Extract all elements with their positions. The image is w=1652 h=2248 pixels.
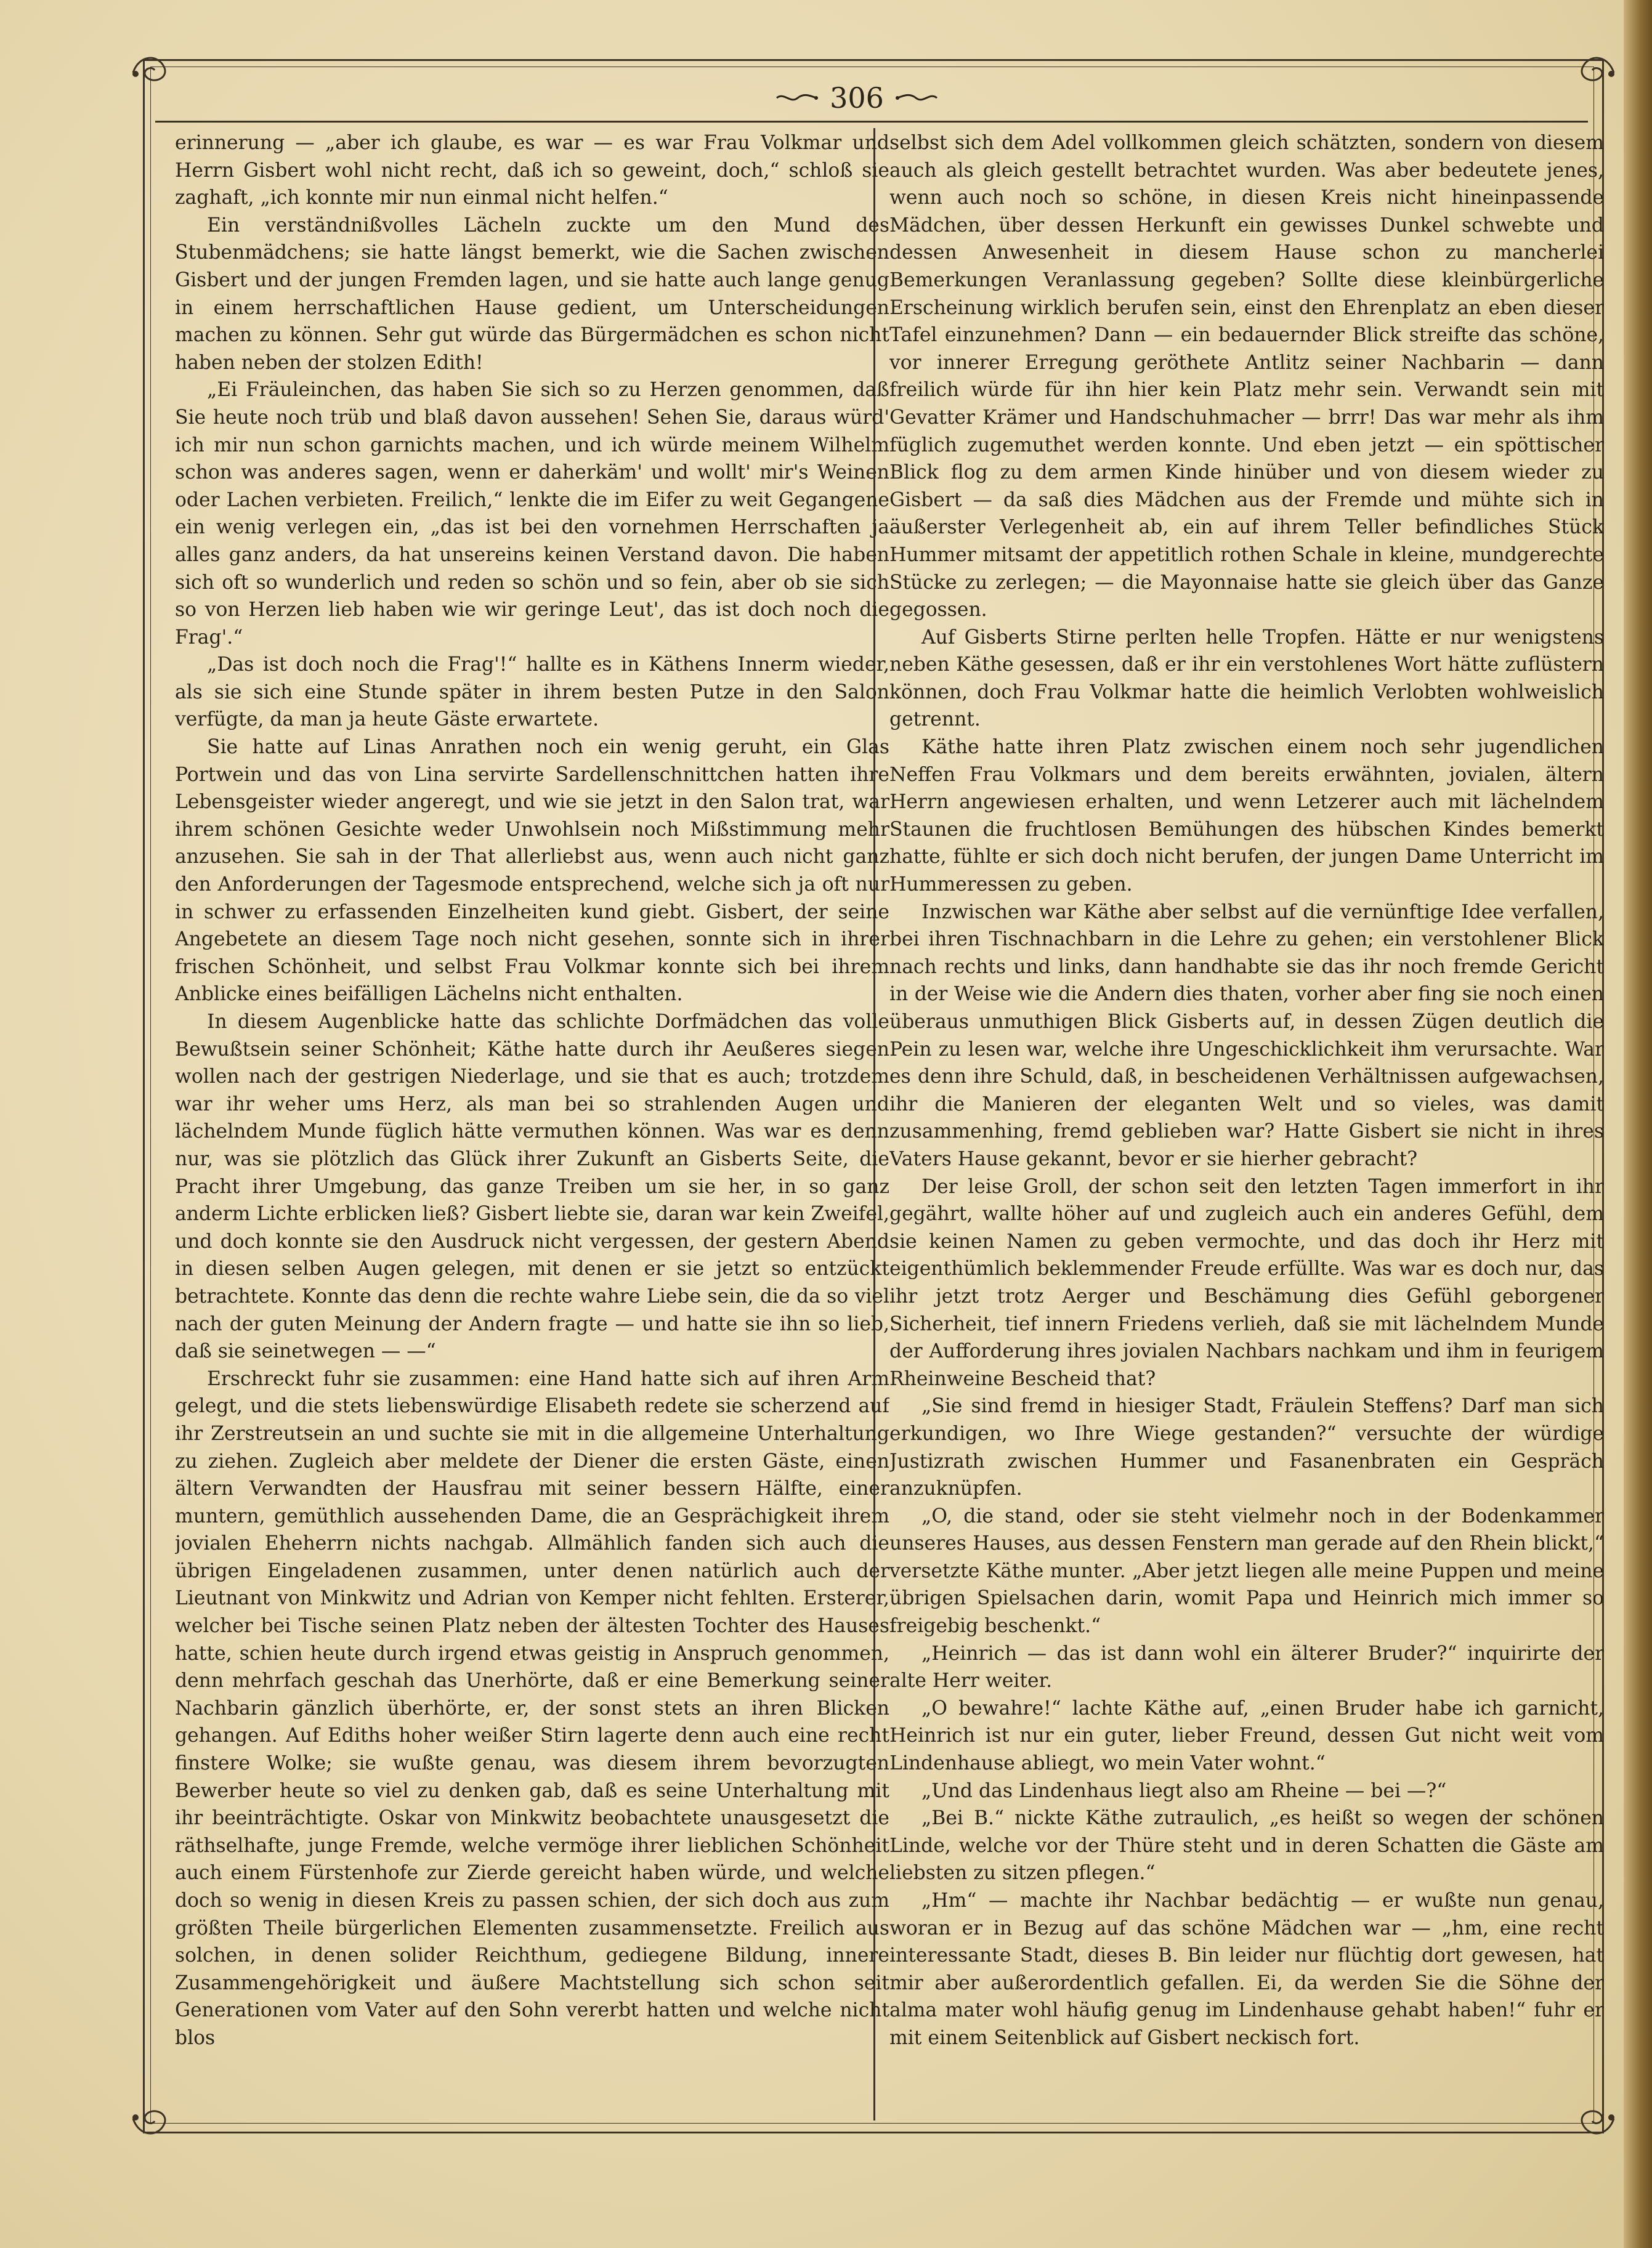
paragraph: Ein verständnißvolles Lächeln zuckte um den Mund des Stubenmädchens; sie hatte längst bemerkt, wie die Sachen zwischen Gisbert und der jungen Fremden lagen, und sie hatte auch lange genug in einem herrschaftlichen Hause gedient, um Unterscheidungen machen zu können. Sehr gut würde das Bürgermädchen es schon nicht haben neben der stolzen Edith! <box>175 214 889 374</box>
paragraph: „O bewahre!“ lachte Käthe auf, „einen Bruder habe ich garnicht, Heinrich ist nur ein guter, lieber Freund, dessen Gut nicht weit vom Lindenhause abliegt, wo mein Vater wohnt.“ <box>889 1697 1604 1775</box>
paragraph: Käthe hatte ihren Platz zwischen einem noch sehr jugendlichen Neffen Frau Volkmars und dem bereits erwähnten, jovialen, ältern Herrn angewiesen erhalten, und wenn Letzerer auch mit lächelndem Staunen die fruchtlosen Bemühungen des hübschen Kindes bemerkt hatte, fühlte er sich doch nicht berufen, der jungen Dame Unterricht im Hummeressen zu geben. <box>889 736 1604 896</box>
paragraph: Inzwischen war Käthe aber selbst auf die vernünftige Idee verfallen, bei ihren Tischnachbarn in die Lehre zu gehen; ein verstohlener Blick nach rechts und links, dann handhabte sie das ihr noch fremde Gericht in der Weise wie die Andern dies thaten, vorher aber fing sie noch einen überaus unmuthigen Blick Gisberts auf, in dessen Zügen deutlich die Pein zu lesen war, welche ihre Ungeschicklichkeit ihm verursachte. War es denn ihre Schuld, daß, in bescheidenen Verhältnissen aufgewachsen, ihr die Manieren der eleganten Welt und so vieles, was damit zusammenhing, fremd geblieben war? Hatte Gisbert sie nicht in ihres Vaters Hause gekannt, bevor er sie hierher gebracht? <box>889 900 1604 1170</box>
header-rule <box>155 121 1588 123</box>
paragraph: „Heinrich — das ist dann wohl ein älterer Bruder?“ inquirirte der alte Herr weiter. <box>889 1642 1604 1692</box>
header-flourish-right-icon <box>895 89 938 107</box>
book-spine <box>1624 0 1652 2248</box>
paragraph: „Sie sind fremd in hiesiger Stadt, Fräulein Steffens? Darf man sich erkundigen, wo Ihre Wiege gestanden?“ versuchte der würdige Justizrath zwischen Hummer und Fasanenbraten ein Gespräch anzuknüpfen. <box>889 1395 1604 1500</box>
paragraph: Auf Gisberts Stirne perlten helle Tropfen. Hätte er nur wenigstens neben Käthe gesessen, daß er ihr ein verstohlenes Wort hätte zuflüstern können, doch Frau Volkmar hatte die heimlich Verlobten wohlweislich getrennt. <box>889 626 1604 731</box>
paragraph: Sie hatte auf Linas Anrathen noch ein wenig geruht, ein Glas Portwein und das von Lina servirte Sardellenschnittchen hatten ihre Lebensgeister wieder angeregt, und wie sie jetzt in den Salon trat, war ihrem schönen Gesichte weder Unwohlsein noch Mißstimmung mehr anzusehen. Sie sah in der That allerliebst aus, wenn auch nicht ganz den Anforderungen der Tagesmode entsprechend, welche sich ja oft nur in schwer zu erfassenden Einzelheiten kund giebt. Gisbert, der seine Angebetete an diesem Tage noch nicht gesehen, sonnte sich in ihrer frischen Schönheit, und selbst Frau Volkmar konnte sich bei ihrem Anblicke eines beifälligen Lächelns nicht enthalten. <box>175 736 889 1006</box>
corner-ornament-top-left <box>127 48 182 97</box>
page-number: 306 <box>830 81 884 115</box>
paragraph: „Ei Fräuleinchen, das haben Sie sich so zu Herzen genommen, daß Sie heute noch trüb und blaß davon aussehen! Sehen Sie, daraus würd' ich mir nun schon garnichts machen, und ich würde meinem Wilhelm schon was anderes sagen, wenn er daherkäm' und wollt' mir's Weinen oder Lachen verbieten. Freilich,“ lenkte die im Eifer zu weit Gegangene ein wenig verlegen ein, „das ist bei den vornehmen Herrschaften ja alles ganz anders, da hat unsereins keinen Verstand davon. Die haben sich oft so wunderlich und reden so schön und so fein, aber ob sie sich so von Herzen lieb haben wie wir geringe Leut', das ist doch noch die Frag'.“ <box>175 379 889 649</box>
header-flourish-left-icon <box>775 89 819 107</box>
paragraph: erinnerung — „aber ich glaube, es war — es war Frau Volkmar und Herrn Gisbert wohl nicht recht, daß ich so geweint, doch,“ schloß sie zaghaft, „ich konnte mir nun einmal nicht helfen.“ <box>175 132 889 209</box>
paragraph: „Das ist doch noch die Frag'!“ hallte es in Käthens Innerm wieder, als sie sich eine Stunde später in ihrem besten Putze in den Salon verfügte, da man ja heute Gäste erwartete. <box>175 653 889 731</box>
paragraph: „Und das Lindenhaus liegt also am Rheine — bei —?“ <box>921 1779 1447 1802</box>
corner-ornament-top-right <box>1565 48 1620 97</box>
paragraph: In diesem Augenblicke hatte das schlichte Dorfmädchen das volle Bewußtsein seiner Schönheit; Käthe hatte durch ihr Aeußeres siegen wollen nach der gestrigen Niederlage, und sie that es auch; trotzdem war ihr weher ums Herz, als man bei so strahlenden Augen und lächelndem Munde füglich hätte vermuthen können. Was war es denn nur, was sie plötzlich das Glück ihrer Zukunft an Gisberts Seite, die Pracht ihrer Umgebung, das ganze Treiben um sie her, in so ganz anderm Lichte erblicken ließ? Gisbert liebte sie, daran war kein Zweifel, und doch konnte sie den Ausdruck nicht vergessen, der gestern Abend in diesen selben Augen gelegen, mit denen er sie jetzt so entzückt betrachtete. Konnte das denn die rechte wahre Liebe sein, die da so viel nach der guten Meinung der Andern fragte — und hatte sie ihn so lieb, daß sie seinetwegen — —“ <box>175 1011 889 1363</box>
text-column-left <box>175 129 889 2113</box>
page-header <box>734 76 980 119</box>
paragraph: „Bei B.“ nickte Käthe zutraulich, „es heißt so wegen der schönen Linde, welche vor der Thüre steht und in deren Schatten die Gäste am liebsten zu sitzen pflegen.“ <box>889 1807 1604 1885</box>
paragraph: Der leise Groll, der schon seit den letzten Tagen immerfort in ihr gegährt, wallte höher auf und zugleich auch ein anderes Gefühl, dem sie keinen Namen zu geben vermochte, und das doch ihr Herz mit eigenthümlich beklemmender Freude erfüllte. Was war es doch nur, das ihr jetzt trotz Aerger und Beschämung dies Gefühl geborgener Sicherheit, tief innern Friedens verlieh, daß sie mit lächelndem Munde der Aufforderung ihres jovialen Nachbars nachkam und ihm in feurigem Rheinweine Bescheid that? <box>889 1175 1604 1390</box>
paragraph: „Hm“ — machte ihr Nachbar bedächtig — er wußte nun genau, woran er in Bezug auf das schöne Mädchen war — „hm, eine recht interessante Stadt, dieses B. Bin leider nur flüchtig dort gewesen, hat mir aber außerordentlich gefallen. Ei, da werden Sie die Söhne der alma mater wohl häufig genug im Lindenhause gehabt haben!“ fuhr er mit einem Seitenblick auf Gisbert neckisch fort. <box>889 1890 1604 2049</box>
paragraph: Erschreckt fuhr sie zusammen: eine Hand hatte sich auf ihren Arm gelegt, und die stets liebenswürdige Elisabeth redete sie scherzend auf ihr Zerstreutsein an und suchte sie mit in die allgemeine Unterhaltung zu ziehen. Zugleich aber meldete der Diener die ersten Gäste, einen ältern Verwandten der Hausfrau mit seiner bessern Hälfte, einer muntern, gemüthlich aussehenden Dame, die an Gesprächigkeit ihrem jovialen Eheherrn nichts nachgab. Allmählich fanden sich auch die übrigen Eingeladenen zusammen, unter denen natürlich auch der Lieutnant von Minkwitz und Adrian von Kemper nicht fehlten. Ersterer, welcher bei Tische seinen Platz neben der ältesten Tochter des Hauses hatte, schien heute durch irgend etwas geistig in Anspruch genommen, denn mehrfach geschah das Unerhörte, daß er eine Bemerkung seiner Nachbarin gänzlich überhörte, er, der sonst stets an ihren Blicken gehangen. Auf Ediths hoher weißer Stirn lagerte denn auch eine recht finstere Wolke; sie wußte genau, was diesem ihrem bevorzugten Bewerber heute so viel zu denken gab, daß es seine Unterhaltung mit ihr beeinträchtigte. Oskar von Minkwitz beobachtete unausgesetzt die räthselhafte, junge Fremde, welche vermöge ihrer lieblichen Schönheit auch einem Fürstenhofe zur Zierde gereicht haben würde, und welche doch so wenig in diesen Kreis zu passen schien, der sich doch aus zum größten Theile bürgerlichen Elementen zusammensetzte. Freilich aus solchen, in denen solider Reichthum, gediegene Bildung, innere Zusammengehörigkeit und äußere Machtstellung sich schon seit Generationen vom Vater auf den Sohn vererbt hatten und welche nicht blos <box>175 1367 889 2049</box>
paragraph: selbst sich dem Adel vollkommen gleich schätzten, sondern von diesem auch als gleich gestellt betrachtet wurden. Was aber bedeutete jenes, wenn auch noch so schöne, in diesen Kreis nicht hineinpassende Mädchen, über dessen Herkunft ein gewisses Dunkel schwebte und dessen Anwesenheit in diesem Hause schon zu mancherlei Bemerkungen Veranlassung gegeben? Sollte diese kleinbürgerliche Erscheinung wirklich berufen sein, einst den Ehrenplatz an eben dieser Tafel einzunehmen? Dann — ein bedauernder Blick streifte das schöne, vor innerer Erregung geröthete Antlitz seiner Nachbarin — dann freilich würde für ihn hier kein Platz mehr sein. Verwandt sein mit Gevatter Krämer und Handschuhmacher — brrr! Das war mehr als ihm füglich zugemuthet werden konnte. Und eben jetzt — ein spöttischer Blick flog zu dem armen Kinde hinüber und von diesem wieder zu Gisbert — da saß dies Mädchen aus der Fremde und mühte sich in äußerster Verlegenheit ab, ein auf ihrem Teller befindliches Stück Hummer mitsamt der appetitlich rothen Schale in kleine, mundgerechte Stücke zu zerlegen; — die Mayonnaise hatte sie gleich über das Ganze gegossen. <box>889 132 1604 621</box>
corner-ornament-bottom-left <box>127 2094 182 2143</box>
paragraph: „O, die stand, oder sie steht vielmehr noch in der Bodenkammer unseres Hauses, aus dessen Fenstern man gerade auf den Rhein blickt,“ versetzte Käthe munter. „Aber jetzt liegen alle meine Puppen und meine übrigen Spielsachen darin, womit Papa und Heinrich mich immer so freigebig beschenkt.“ <box>889 1505 1604 1638</box>
text-column-right <box>889 129 1604 2113</box>
